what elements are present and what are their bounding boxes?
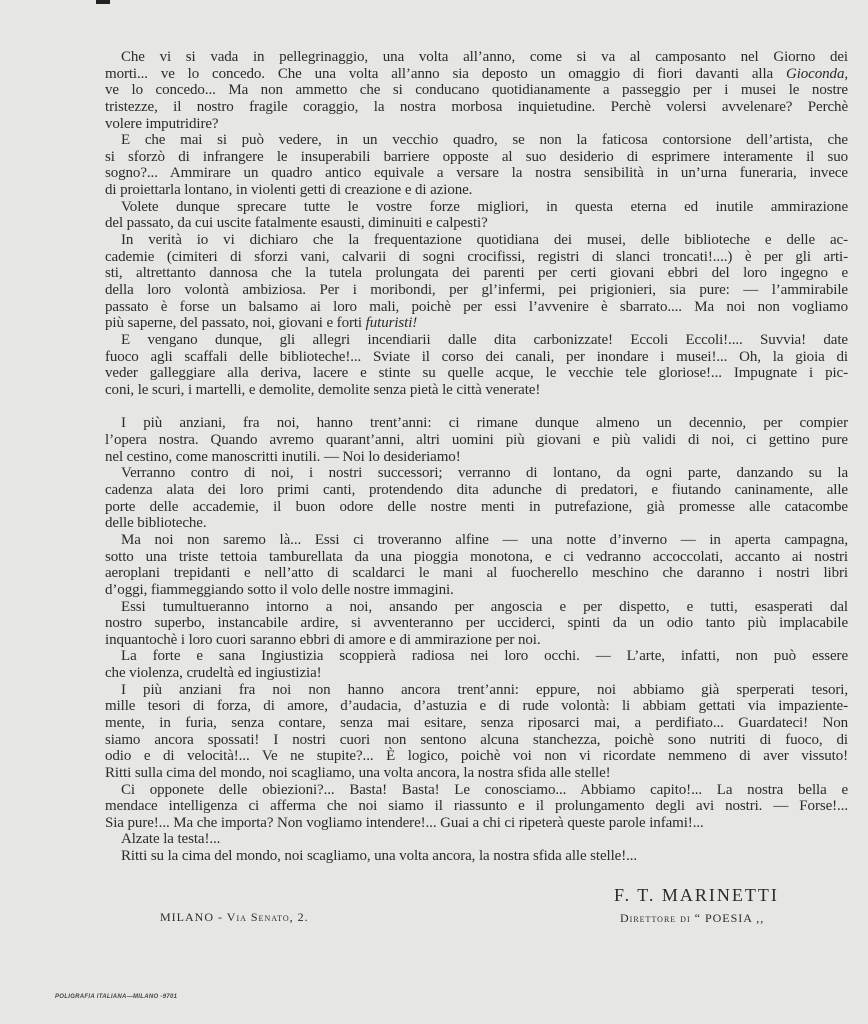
text-line: tristezze, il nostro fragile coraggio, la nostra morbosa inquietudine. Perchè volersi avvelenare? Perchè — [105, 98, 848, 115]
paragraph — [105, 232, 848, 332]
scan-edge-mark — [96, 0, 110, 4]
text-line: mente, in furia, senza contare, senza mai esitare, senza riposarci mai, a perdifiato... Guardateci! Non — [105, 714, 848, 731]
text-line: E che mai si può vedere, in un vecchio quadro, se non la faticosa contorsione dell’artista, che — [121, 132, 848, 149]
text-line: I più anziani, fra noi, hanno trent’anni: ci rimane dunque almeno un decennio, per compier — [121, 415, 848, 432]
emphasized-text: Gioconda, — [785, 65, 848, 82]
text-line: porte delle accademie, il buon odore delle nostre menti in putrefazione, già promesse alle catacombe — [105, 498, 848, 515]
text-line: Sia pure!... Ma che importa? Non vogliamo intendere!... Guai a chi ci ripeterà queste parole infami!... — [105, 814, 704, 831]
paragraph — [105, 332, 848, 399]
text-line: cademie (cimiteri di sforzi vani, calvarii di sogni crocifissi, registri di slanci troncati!....) è per gli arti- — [105, 248, 848, 265]
text-line: sti, altrettanto dannosa che la tutela prolungata dei parenti per certi giovani ebbri del loro ingegno e — [105, 265, 848, 282]
paragraph — [105, 682, 848, 782]
text-line: Essi tumultueranno intorno a noi, ansando per angoscia e per dispetto, e tutti, esasperati dal — [121, 598, 848, 615]
paragraph — [105, 782, 848, 832]
emphasized-text: futuristi! — [365, 315, 418, 332]
text-line: inquantochè i loro cuori saranno ebbri di amore e di ammirazione per noi. — [105, 631, 541, 648]
text-line: che violenza, crudeltà ed ingiustizia! — [105, 665, 322, 682]
paragraph — [105, 648, 848, 681]
text-line: delle biblioteche. — [105, 515, 207, 532]
text-line: d’oggi, fiammeggiando sotto il volo delle nostre immagini. — [105, 581, 454, 598]
paragraph — [105, 599, 848, 649]
text-line: La forte e sana Ingiustizia scoppierà radiosa nei loro occhi. — L’arte, infatti, non può essere — [121, 648, 848, 665]
text-line: l’opera nostra. Quando avremo quarant’anni, altri uomini più giovani e più validi di noi, ci gettino pure — [105, 432, 848, 449]
text-line: del passato, da cui uscite fatalmente esausti, diminuiti e calpesti? — [105, 215, 488, 232]
text-line: Volete dunque sprecare tutte le vostre forze migliori, in questa eterna ed inutile ammirazione — [121, 198, 848, 215]
paragraph — [105, 132, 848, 199]
text-line: nostro superbo, instancabile ardire, si avventeranno per ucciderci, spinti da un odio tanto più implacabile — [105, 615, 848, 632]
text-line: ve lo concedo... Ma non ammetto che si conducano quotidianamente a passeggio per i musei le nostre — [105, 82, 848, 99]
text-line: coni, le scuri, i martelli, e demolite, demolite senza pietà le città venerate! — [105, 381, 541, 398]
text-line: Ma noi non saremo là... Essi ci troveranno alfine — una notte d’inverno — in aperta campagna, — [121, 531, 848, 548]
paragraph — [105, 465, 848, 532]
paragraph — [105, 199, 848, 232]
text-line: cadenza alata dei loro primi canti, protendendo dita adunche di predatori, e fiutando caninamente, alle — [105, 482, 848, 499]
text-line: passato è forse un balsamo ai loro mali, poichè per essi l’avvenire è sbarrato.... Ma noi non vogliamo — [105, 298, 848, 315]
text-line: Alzate la testa!... — [121, 831, 221, 848]
paragraph — [105, 848, 848, 865]
text-line: sotto una triste tettoia tamburellata da una pioggia monotona, e ci vedranno accoccolati, accanto ai nostri — [105, 548, 848, 565]
text-line: mendace intelligenza ci afferma che noi siamo il riassunto e il prolungamento degli avi nostri. — Forse!... — [105, 798, 848, 815]
text-line: si sforzò di infrangere le insuperabili barriere opposte al suo desiderio di esprimere interamente il suo — [105, 148, 848, 165]
manifesto-body — [105, 49, 848, 865]
text-line: sogno?... Ammirare un quadro antico equivale a versare la nostra sensibilità in un’urna funeraria, invece — [105, 165, 848, 182]
printer-imprint: POLIGRAFIA ITALIANA—MILANO -9701 — [55, 994, 178, 1000]
text-line: Ritti su la cima del mondo, noi scagliamo, una volta ancora, la nostra sfida alle stelle!... — [121, 848, 638, 865]
author-title: Direttore di “ POESIA ,, — [620, 911, 765, 925]
text-line: I più anziani fra noi non hanno ancora trent’anni: eppure, noi abbiamo già sperperati tesori, — [121, 681, 848, 698]
text-line: veder galleggiare alla deriva, lacere e stinte su quelle acque, le vecchie tele gloriose!... Impugnate i pic- — [105, 365, 848, 382]
text-line: di proiettarla lontano, in violenti getti di creazione e di azione. — [105, 182, 473, 199]
text-line: Verranno contro di noi, i nostri successori; verranno di lontano, da ogni parte, danzando su la — [121, 465, 848, 482]
text-line: Ritti sulla cima del mondo, noi scagliamo, una volta ancora, la nostra sfida alle stelle! — [105, 764, 611, 781]
author-signature: F. T. MARINETTI — [614, 885, 779, 905]
text-line: siamo ancora spossati! I nostri cuori non sentono alcuna stanchezza, poichè sono nutriti di fuoco, di — [105, 731, 848, 748]
text-line: odio e di velocità!... Ve ne stupite?... È logico, poichè voi non vi ricordate nemmeno di aver vissuto! — [105, 748, 848, 765]
text-segment: più saperne, del passato, noi, giovani e forti — [105, 315, 366, 332]
paragraph — [105, 532, 848, 599]
paragraph — [105, 831, 848, 848]
text-line: Che vi si vada in pellegrinaggio, una volta all’anno, come si va al camposanto nel Giorno dei — [121, 49, 848, 65]
text-line: E vengano dunque, gli allegri incendiarii dalle dita carbonizzate! Eccoli Eccoli!.... Suvvia! date — [121, 331, 848, 348]
text-line: nel cestino, come manoscritti inutili. — Noi lo desideriamo! — [105, 448, 461, 465]
address: MILANO - Via Senato, 2. — [160, 910, 309, 924]
text-line — [105, 315, 848, 332]
text-line: Ci opponete delle obiezioni?... Basta! Basta! Le conosciamo... Abbiamo capito!... La nostra bella e — [121, 781, 848, 798]
text-segment: morti... ve lo concedo. Che una volta all’anno sia deposto un omaggio di fiori davanti alla — [105, 65, 786, 82]
text-line: volere imputridire? — [105, 115, 219, 132]
text-line: della loro volontà ambiziosa. Per i moribondi, per gl’infermi, pei prigionieri, sia pure: — l’ammirabile — [105, 281, 848, 298]
text-line: aeroplani trepidanti e nell’atto di scaldarci le mani al fuocherello meschino che daranno i nostri libri — [105, 565, 848, 582]
text-line: fuoco agli scaffali delle biblioteche!... Sviate il corso dei canali, per inondare i musei!... Oh, la gioia di — [105, 348, 848, 365]
text-line: mille tesori di forza, di amore, d’audacia, d’astuzia e di rude volontà: li abbiam gettati via impaziente- — [105, 698, 848, 715]
paragraph — [105, 49, 848, 132]
text-line — [105, 66, 848, 83]
paragraph — [105, 415, 848, 465]
text-line: In verità io vi dichiaro che la frequentazione quotidiana dei musei, delle biblioteche e delle ac- — [121, 232, 848, 249]
